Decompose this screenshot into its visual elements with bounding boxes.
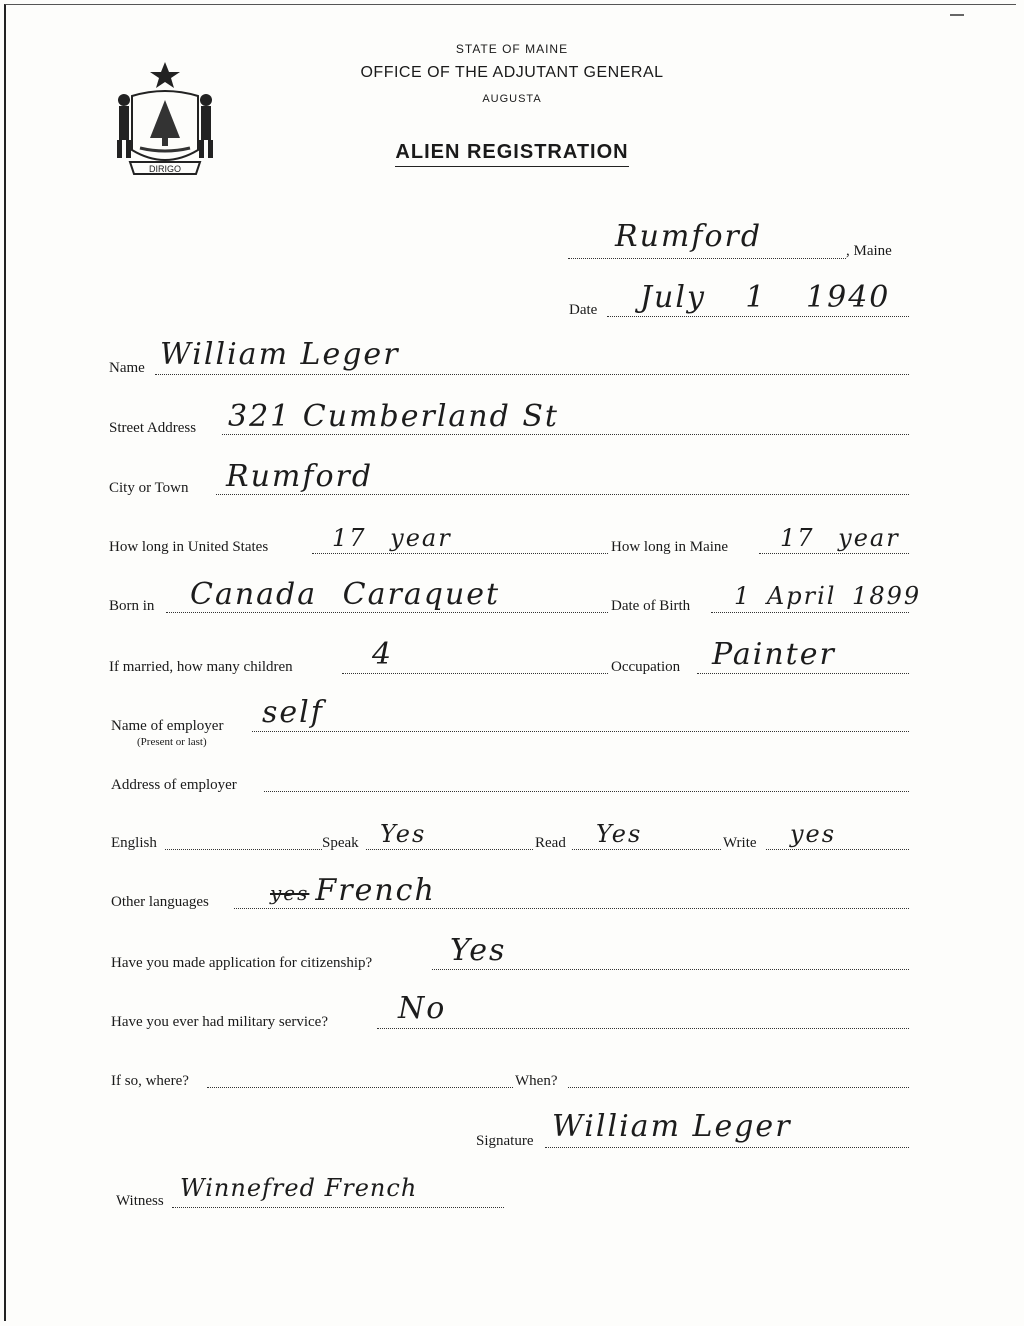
maine-label: , Maine [846,243,892,259]
us-duration-value: 17 year [332,524,452,552]
signature-label: Signature [476,1133,534,1149]
military-value: No [398,991,447,1026]
employer-note: (Present or last) [137,736,207,748]
other-languages-line [234,908,909,909]
military-label: Have you ever had military service? [111,1014,328,1030]
street-line [222,434,909,435]
occupation-line [697,673,909,674]
children-line [342,673,608,674]
write-label: Write [723,835,757,851]
name-line [155,374,909,375]
form-title-text: ALIEN REGISTRATION [395,141,628,167]
city-value: Rumford [226,459,374,494]
dob-label: Date of Birth [611,598,691,614]
citizenship-line [432,969,909,970]
citizenship-label: Have you made application for citizenship? [111,955,373,971]
employer-label: Name of employer [111,718,224,734]
occupation-label: Occupation [611,659,681,675]
signature-value: William Leger [552,1109,792,1144]
date-value: July 1 1940 [640,280,891,315]
name-label: Name [109,360,145,376]
date-line [607,316,909,317]
maine-duration-line [759,553,909,554]
maine-duration-value: 17 year [780,524,900,552]
street-value: 321 Cumberland St [228,399,559,434]
children-value: 4 [372,637,394,672]
speak-value: Yes [380,820,427,848]
us-duration-label: How long in United States [109,539,269,555]
write-line [766,849,909,850]
military-line [377,1028,909,1029]
struck-entry: yes [270,881,310,905]
town-line [568,258,846,259]
born-value: Canada Caraquet [190,577,501,612]
english-line [165,849,322,850]
dob-line [711,612,909,613]
scan-mark [950,14,964,16]
maine-duration-label: How long in Maine [611,539,729,555]
citizenship-value: Yes [450,933,507,968]
signature-line [545,1147,909,1148]
employer-line [252,731,909,732]
read-label: Read [535,835,566,851]
header-office: OFFICE OF THE ADJUTANT GENERAL [360,64,664,81]
where-line [207,1087,513,1088]
street-label: Street Address [109,420,197,436]
header-city: AUGUSTA [482,93,542,105]
children-label: If married, how many children [109,659,293,675]
languages-entry: French [315,873,436,908]
city-label: City or Town [109,480,189,496]
speak-line [366,849,533,850]
employer-value: self [262,695,324,730]
when-label: When? [515,1073,558,1089]
header-state: STATE OF MAINE [455,42,569,56]
town-value: Rumford [615,219,763,254]
form-title [0,141,1024,164]
read-value: Yes [596,820,643,848]
english-label: English [111,835,157,851]
read-line [572,849,721,850]
other-languages-value [270,873,436,908]
witness-value: Winnefred French [180,1174,418,1202]
us-duration-line [312,553,608,554]
speak-label: Speak [322,835,359,851]
seal-motto: DIRIGO [148,164,182,174]
witness-label: Witness [116,1193,164,1209]
write-value: yes [790,820,837,848]
dob-value: 1 April 1899 [734,582,922,610]
name-value: William Leger [160,337,400,372]
other-languages-label: Other languages [111,894,209,910]
witness-line [172,1207,504,1208]
born-line [166,612,608,613]
date-label: Date [569,302,598,318]
employer-address-label: Address of employer [111,777,237,793]
born-label: Born in [109,598,155,614]
city-line [216,494,909,495]
occupation-value: Painter [712,637,836,672]
when-line [568,1087,909,1088]
employer-address-line [264,791,909,792]
where-label: If so, where? [111,1073,189,1089]
